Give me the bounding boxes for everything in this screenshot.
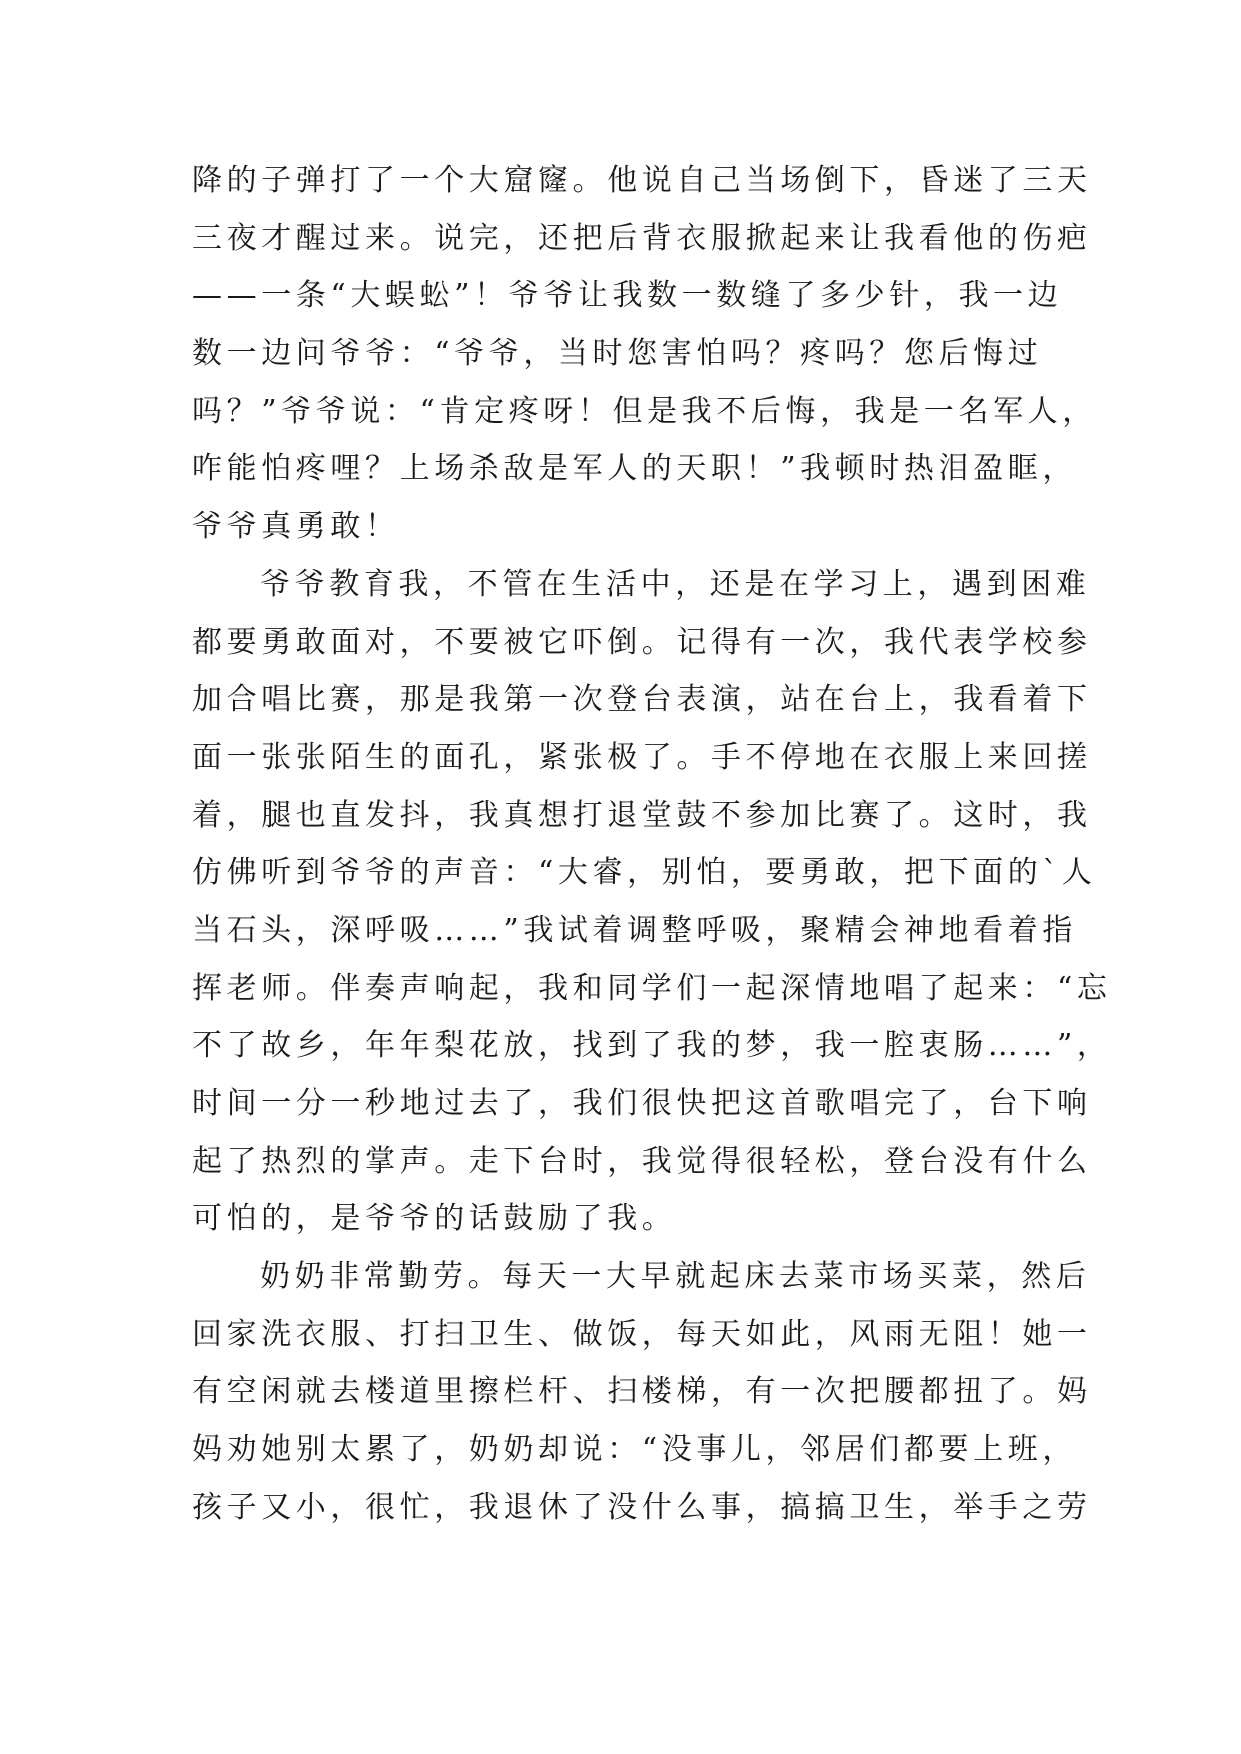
- text-line: 挥老师。伴奏声响起，我和同学们一起深情地唱了起来：“忘: [192, 970, 1112, 1006]
- text-line: 加合唱比赛，那是我第一次登台表演，站在台上，我看着下: [192, 682, 1092, 718]
- text-line: 仿佛听到爷爷的声音：“大睿，别怕，要勇敢，把下面的`人: [192, 855, 1097, 891]
- text-line: 咋能怕疼哩？上场杀敌是军人的天职！”我顿时热泪盈眶，: [192, 451, 1077, 487]
- text-line: 当石头，深呼吸……”我试着调整呼吸，聚精会神地看着指: [192, 912, 1077, 948]
- text-line: ——一条“大蜈蚣”！爷爷让我数一数缝了多少针，我一边: [192, 278, 1063, 314]
- text-line: 孩子又小，很忙，我退休了没什么事，搞搞卫生，举手之劳: [192, 1489, 1092, 1525]
- text-line: 奶奶非常勤劳。每天一大早就起床去菜市场买菜，然后: [260, 1259, 1091, 1295]
- text-line: 着，腿也直发抖，我真想打退堂鼓不参加比赛了。这时，我: [192, 797, 1092, 833]
- text-line: 回家洗衣服、打扫卫生、做饭，每天如此，风雨无阻！她一: [192, 1316, 1092, 1352]
- text-line: 三夜才醒过来。说完，还把后背衣服掀起来让我看他的伤疤: [192, 220, 1092, 256]
- text-line: 起了热烈的掌声。走下台时，我觉得很轻松，登台没有什么: [192, 1143, 1092, 1179]
- text-line: 爷爷教育我，不管在生活中，还是在学习上，遇到困难: [260, 566, 1091, 602]
- text-line: 不了故乡，年年梨花放，找到了我的梦，我一腔衷肠……”，: [192, 1028, 1112, 1064]
- text-line: 可怕的，是爷爷的话鼓励了我。: [192, 1201, 677, 1237]
- text-line: 吗？”爷爷说：“肯定疼呀！但是我不后悔，我是一名军人，: [192, 393, 1097, 429]
- text-line: 数一边问爷爷：“爷爷，当时您害怕吗？疼吗？您后悔过: [192, 336, 1043, 372]
- text-line: 降的子弹打了一个大窟窿。他说自己当场倒下，昏迷了三天: [192, 163, 1092, 198]
- text-line: 爷爷真勇敢！: [192, 509, 400, 545]
- text-line: 妈劝她别太累了，奶奶却说：“没事儿，邻居们都要上班，: [192, 1432, 1077, 1468]
- text-line: 有空闲就去楼道里擦栏杆、扫楼梯，有一次把腰都扭了。妈: [192, 1374, 1092, 1410]
- document-body: [192, 152, 1112, 1537]
- text-line: 时间一分一秒地过去了，我们很快把这首歌唱完了，台下响: [192, 1086, 1092, 1121]
- text-line: 都要勇敢面对，不要被它吓倒。记得有一次，我代表学校参: [192, 624, 1092, 660]
- text-line: 面一张张陌生的面孔，紧张极了。手不停地在衣服上来回搓: [192, 739, 1092, 775]
